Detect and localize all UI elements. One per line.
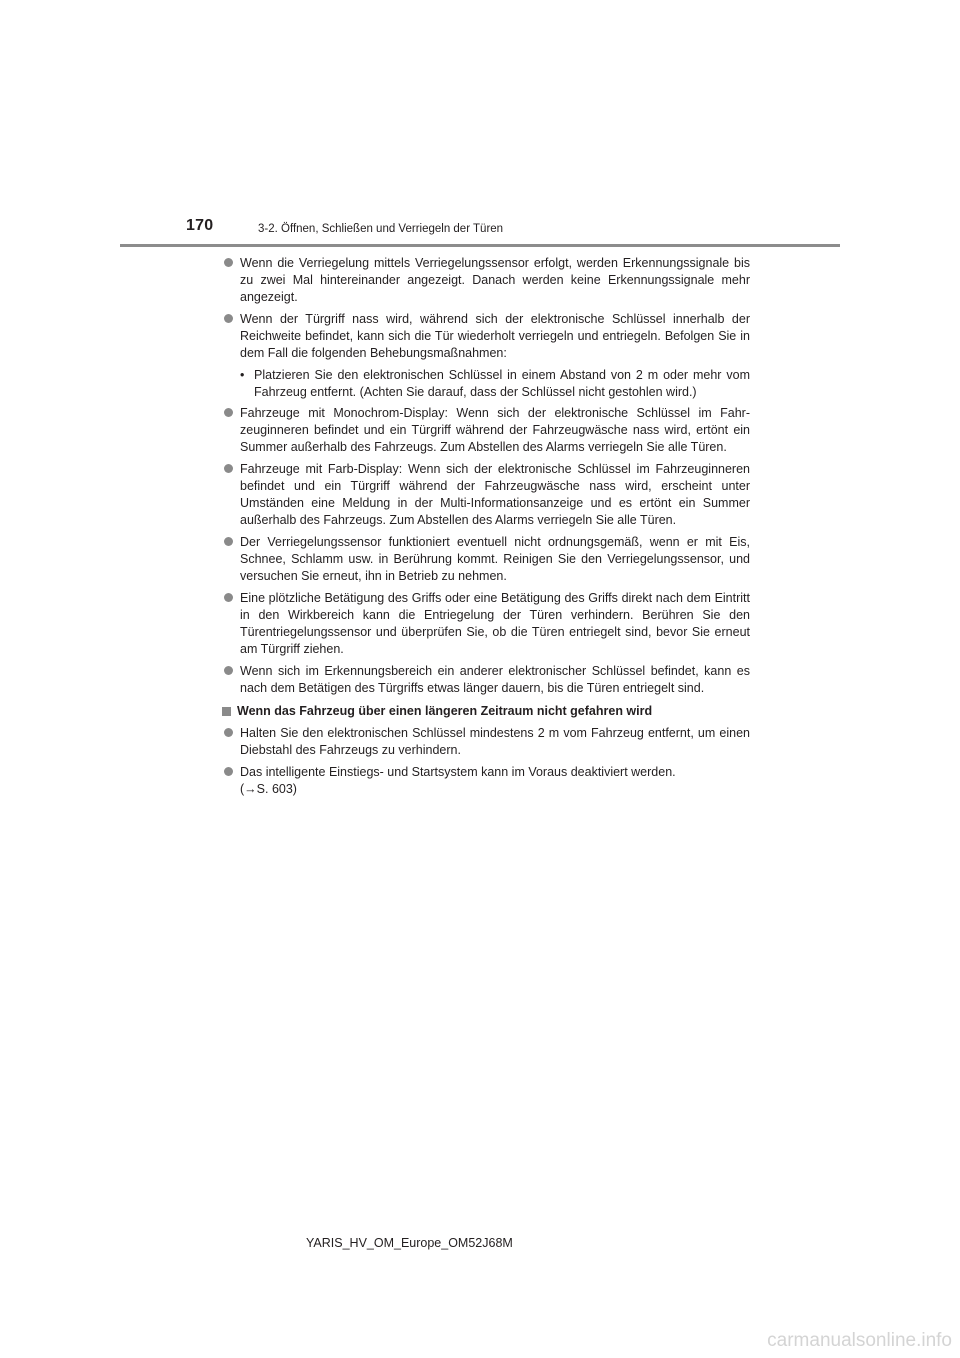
bullet-dot-icon bbox=[224, 464, 233, 473]
bullet-item bbox=[222, 764, 750, 798]
bullet-text: Eine plötzliche Betätigung des Griffs oder eine Betätigung des Griffs direkt nach dem Eintritt in den Wirkbereich kann die Entriegelung der Türen verhindern. Berühren Sie den Türentriegelungssensor und überprüfen Sie, ob die Türen entriegelt sind, bevor Sie erneut am Türgriff ziehen. bbox=[240, 591, 750, 656]
bullet-text: Halten Sie den elektronischen Schlüssel mindestens 2 m vom Fahrzeug entfernt, um einen Diebstahl des Fahrzeugs zu verhindern. bbox=[240, 726, 750, 757]
watermark: carmanualsonline.info bbox=[767, 1330, 952, 1351]
sub-item-marker: • bbox=[240, 368, 245, 382]
bullet-dot-icon bbox=[224, 537, 233, 546]
bullet-text: Das intelligente Einstiegs- und Startsystem kann im Voraus deaktiviert werden. bbox=[240, 765, 676, 779]
bullet-dot-icon bbox=[224, 767, 233, 776]
bullet-dot-icon bbox=[224, 728, 233, 737]
header-rule bbox=[120, 244, 840, 247]
bullet-text: Wenn der Türgriff nass wird, während sich der elektronische Schlüssel innerhalb der Reichweite befindet, kann sich die Tür wiederholt verriegeln und entriegeln. Befolgen Sie in dem Fall die folgenden Behebungsmaßnahmen: bbox=[240, 312, 750, 360]
bullet-text: Wenn die Verriegelung mittels Verriegelungssensor erfolgt, werden Erkennungssignale bis zu zwei Mal hintereinander angezeigt. Danach werden keine Erkennungssignale mehr angezeigt. bbox=[240, 256, 750, 304]
page-number: 170 bbox=[186, 217, 214, 234]
bullet-item bbox=[222, 590, 750, 658]
bullet-item bbox=[222, 534, 750, 585]
bullet-text: Fahrzeuge mit Monochrom-Display: Wenn sich der elektronische Schlüssel im Fahrzeuginneren befindet und ein Türgriff während der Fahrzeugwäsche nass wird, ertönt ein Summer außerhalb des Fahrzeugs. Zum Abstellen des Alarms verriegeln Sie alle Türen. bbox=[240, 406, 750, 454]
bullet-item bbox=[222, 405, 750, 456]
bullet-dot-icon bbox=[224, 666, 233, 675]
bullet-item bbox=[222, 663, 750, 697]
bullet-item bbox=[222, 311, 750, 362]
bullet-dot-icon bbox=[224, 258, 233, 267]
section-title: 3-2. Öffnen, Schließen und Verriegeln der Türen bbox=[258, 223, 504, 235]
square-bullet-icon bbox=[222, 707, 231, 716]
sub-item-text: Platzieren Sie den elektronischen Schlüssel in einem Abstand von 2 m oder mehr vom Fahrzeug entfernt. (Achten Sie darauf, dass der Schlüssel nicht gestohlen wird.) bbox=[254, 368, 750, 399]
bullet-item bbox=[222, 461, 750, 529]
bullet-text: Wenn sich im Erkennungsbereich ein anderer elektronischer Schlüssel befindet, kann es nach dem Betätigen des Türgriffs etwas länger dauern, bis die Türen entriegelt sind. bbox=[240, 664, 750, 695]
bullet-dot-icon bbox=[224, 314, 233, 323]
main-content bbox=[222, 255, 750, 803]
bullet-dot-icon bbox=[224, 408, 233, 417]
sub-list-item bbox=[222, 367, 750, 401]
document-code: YARIS_HV_OM_Europe_OM52J68M bbox=[306, 1236, 513, 1250]
section-heading bbox=[222, 703, 750, 720]
bullet-item bbox=[222, 255, 750, 306]
bullet-text: Der Verriegelungssensor funktioniert eventuell nicht ordnungsgemäß, wenn er mit Eis, Schnee, Schlamm usw. in Berührung kommt. Reinigen Sie den Verriegelungssensor, und versuchen Sie erneut, ihn in Betrieb zu nehmen. bbox=[240, 535, 750, 583]
bullet-item bbox=[222, 725, 750, 759]
page-reference-link[interactable]: (→S. 603) bbox=[240, 782, 297, 796]
section-heading-text: Wenn das Fahrzeug über einen längeren Zeitraum nicht gefahren wird bbox=[237, 704, 653, 718]
bullet-dot-icon bbox=[224, 593, 233, 602]
bullet-text: Fahrzeuge mit Farb-Display: Wenn sich der elektronische Schlüssel im Fahrzeuginneren befindet und ein Türgriff während der Fahrzeugwäsche nass wird, erscheint unter Umständen eine Meldung in der Multi-Informationsanzeige und es ertönt ein Summer außerhalb des Fahrzeugs. Zum Abstellen des Alarms verriegeln Sie alle Türen. bbox=[240, 462, 750, 527]
